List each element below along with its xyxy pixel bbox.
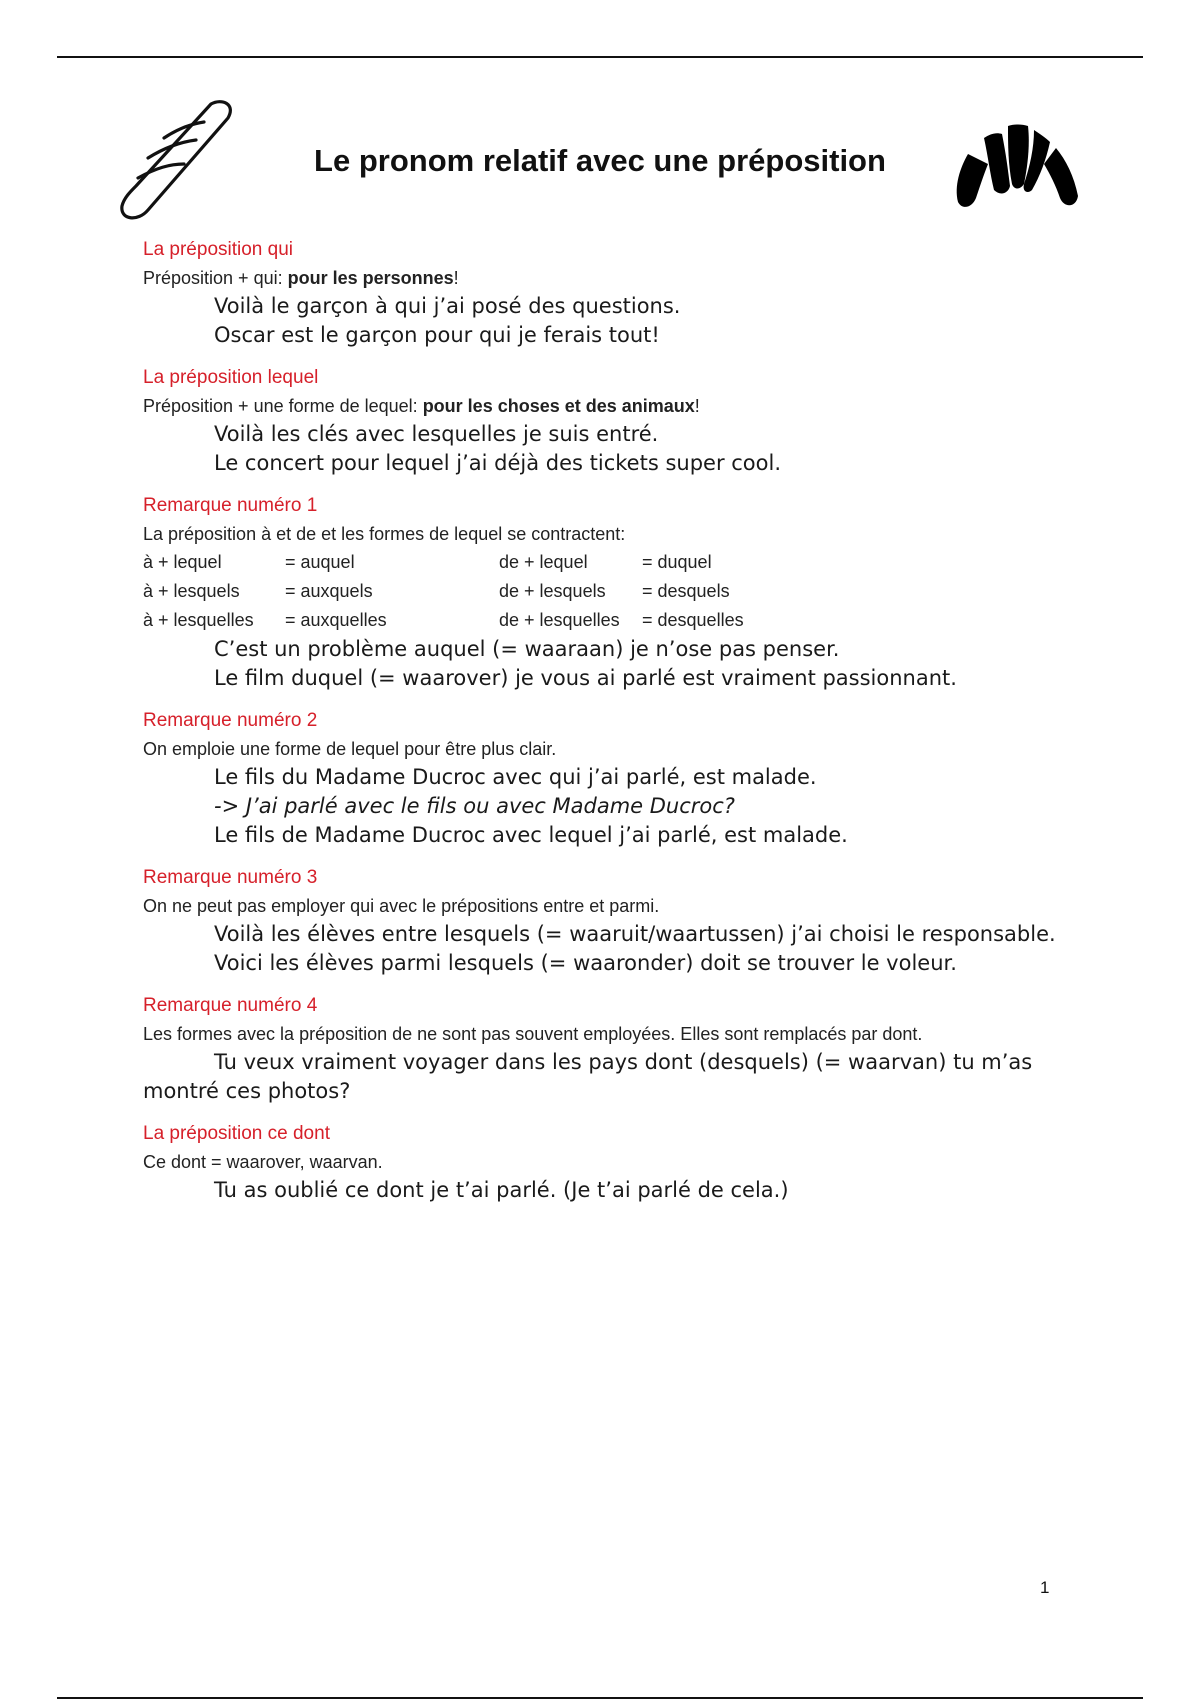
contraction-cell: de + lequel: [499, 552, 588, 572]
rule-text: Ce dont = waarover, waarvan.: [143, 1152, 383, 1172]
rule-text: Les formes avec la préposition de ne sont pas souvent employées. Elles sont remplacés par dont.: [143, 1024, 923, 1044]
section-preposition-qui: [143, 236, 1083, 350]
top-rule: [57, 56, 1143, 58]
document-body: [143, 236, 1083, 1219]
example-sentence: Oscar est le garçon pour qui je ferais tout!: [214, 323, 660, 347]
section-heading: La préposition ce dont: [143, 1123, 330, 1144]
section-preposition-lequel: [143, 364, 1083, 478]
section-heading: Remarque numéro 2: [143, 710, 318, 731]
contraction-cell: de + lesquelles: [499, 610, 620, 630]
rule-text: On ne peut pas employer qui avec le prépositions entre et parmi.: [143, 896, 660, 916]
rule-text: Préposition + une forme de lequel: pour les choses et des animaux!: [143, 396, 700, 416]
contraction-cell: = duquel: [642, 552, 712, 572]
page-number: 1: [1040, 1578, 1050, 1597]
section-heading: La préposition lequel: [143, 367, 319, 388]
example-sentence: Le concert pour lequel j’ai déjà des tickets super cool.: [214, 451, 781, 475]
section-heading: Remarque numéro 1: [143, 495, 318, 516]
contraction-cell: = auquel: [285, 552, 355, 572]
page-title: Le pronom relatif avec une préposition: [314, 143, 886, 178]
contraction-cell: = auxquels: [285, 581, 373, 601]
contraction-cell: = auxquelles: [285, 610, 387, 630]
section-heading: La préposition qui: [143, 239, 293, 260]
example-sentence: Le film duquel (= waarover) je vous ai parlé est vraiment passionnant.: [214, 666, 957, 690]
rule-text: La préposition à et de et les formes de lequel se contractent:: [143, 524, 626, 544]
contraction-cell: de + lesquels: [499, 581, 606, 601]
section-remarque-2: [143, 707, 1083, 850]
contraction-cell: à + lesquels: [143, 581, 240, 601]
example-sentence: Le fils de Madame Ducroc avec lequel j’ai parlé, est malade.: [214, 823, 848, 847]
section-remarque-4: [143, 992, 1083, 1106]
contraction-cell: = desquels: [642, 581, 730, 601]
example-sentence: Tu veux vraiment voyager dans les pays dont (desquels) (= waarvan) tu m’as montré ces photos?: [143, 1050, 1033, 1103]
section-preposition-ce-dont: [143, 1120, 1083, 1205]
example-sentence: Le fils du Madame Ducroc avec qui j’ai parlé, est malade.: [214, 765, 817, 789]
bottom-rule: [57, 1697, 1143, 1699]
section-remarque-1: [143, 492, 1083, 693]
section-heading: Remarque numéro 4: [143, 995, 318, 1016]
example-sentence: Voici les élèves parmi lesquels (= waaronder) doit se trouver le voleur.: [214, 951, 957, 975]
example-sentence: Voilà les élèves entre lesquels (= waaruit/waartussen) j’ai choisi le responsable.: [214, 922, 1056, 946]
example-sentence: Voilà les clés avec lesquelles je suis entré.: [214, 422, 659, 446]
rule-text: On emploie une forme de lequel pour être plus clair.: [143, 739, 557, 759]
croissant-icon: [950, 112, 1082, 210]
section-heading: Remarque numéro 3: [143, 867, 318, 888]
example-question: -> J’ai parlé avec le fils ou avec Madame Ducroc?: [214, 794, 735, 818]
rule-text: Préposition + qui: pour les personnes!: [143, 268, 459, 288]
example-sentence: C’est un problème auquel (= waaraan) je n’ose pas penser.: [214, 637, 840, 661]
example-sentence: Voilà le garçon à qui j’ai posé des questions.: [214, 294, 681, 318]
section-remarque-3: [143, 864, 1083, 978]
example-sentence: Tu as oublié ce dont je t’ai parlé. (Je t’ai parlé de cela.): [214, 1178, 789, 1202]
contraction-table: [143, 548, 1083, 635]
contraction-cell: à + lequel: [143, 552, 222, 572]
contraction-cell: à + lesquelles: [143, 610, 254, 630]
contraction-cell: = desquelles: [642, 610, 744, 630]
